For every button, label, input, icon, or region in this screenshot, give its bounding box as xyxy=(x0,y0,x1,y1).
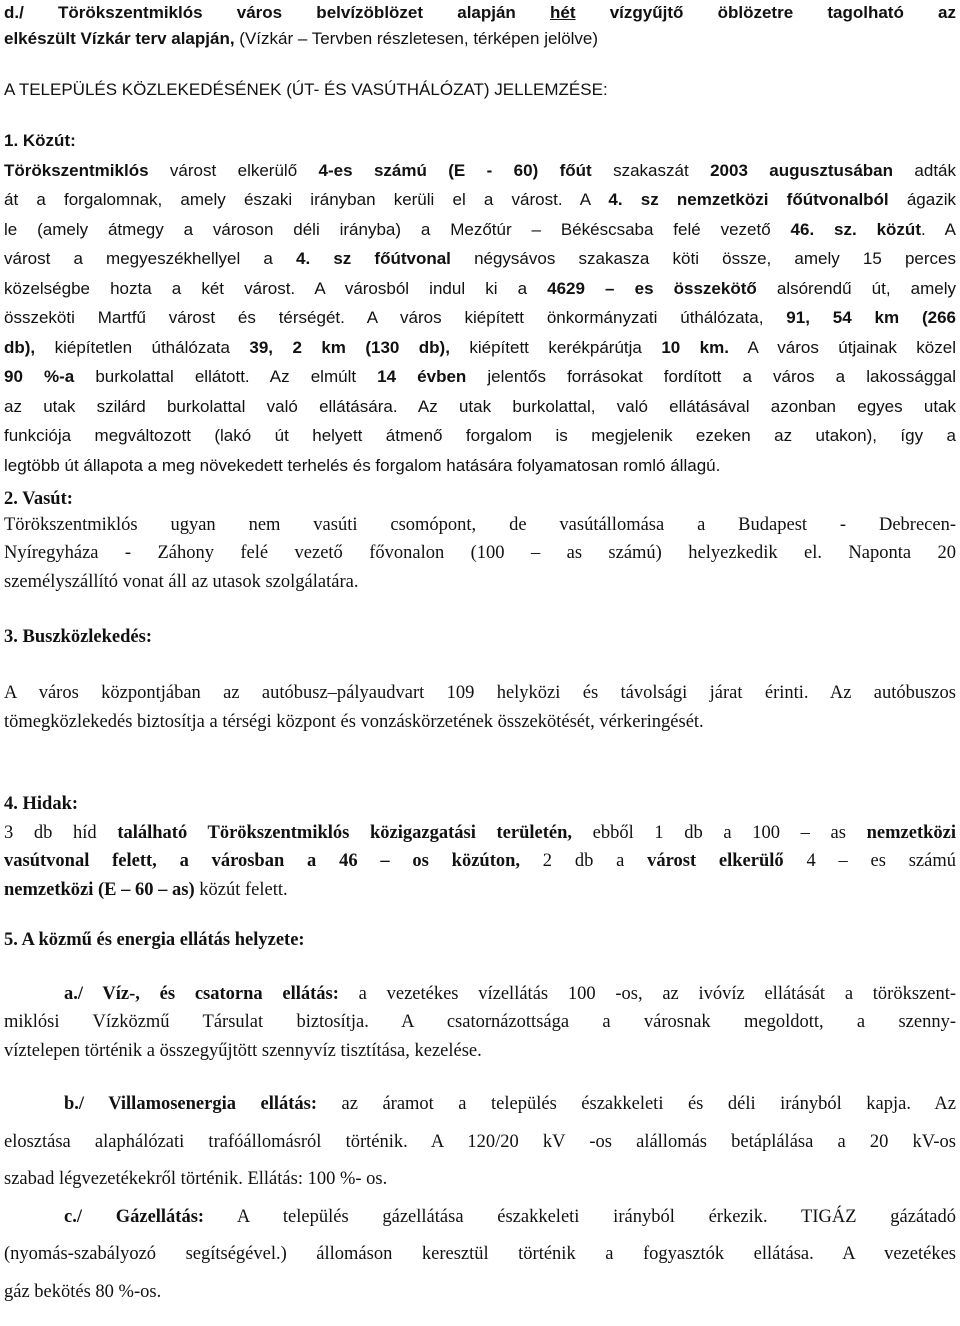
vasut-line-3: személyszállító vonat áll az utasok szolgálatára. xyxy=(4,571,359,592)
kozut-text: közelségbe hozta a két várost. A városból indul ki a xyxy=(4,278,548,298)
kozut-line-9: az utak szilárd burkolattal való ellátására. Az utak burkolattal, való ellátásával azonban egyes utak xyxy=(4,396,956,416)
kozmu-text: A település gázellátása északkeleti irányból érkezik. TIGÁZ gázátadó xyxy=(204,1206,956,1227)
kozmu-b-label: b./ Villamosenergia ellátás: xyxy=(64,1094,318,1114)
kozut-text: 14 évben xyxy=(377,367,467,386)
kozut-text: 91, 54 km (266 xyxy=(786,308,956,327)
hidak-line-2 xyxy=(4,849,956,875)
kozut-text: burkolattal ellátott. Az elmúlt xyxy=(74,367,378,386)
hidak-text: várost elkerülő xyxy=(647,851,784,871)
kozut-text: kiépített kerékpárútja xyxy=(449,337,662,357)
kozmu-text: az áramot a település északkeleti és déli irányból kapja. Az xyxy=(317,1094,957,1114)
hidak-text: vasútvonal felett, a városban a 46 – os közúton, xyxy=(4,851,521,871)
kozut-heading: 1. Közút: xyxy=(4,131,76,150)
busz-line-2: tömegközlekedés biztosítja a térségi központ és vonzáskörzetének összekötését, vérkeringését. xyxy=(4,712,704,732)
kozut-text: kiépítetlen úthálózata xyxy=(35,337,250,357)
kozmu-section xyxy=(4,928,956,1305)
kozmu-c-label: c./ Gázellátás: xyxy=(64,1206,205,1227)
kozut-text: . A xyxy=(920,219,956,239)
intro-line-2 xyxy=(4,26,956,52)
intro-paragraph xyxy=(4,0,956,51)
kozut-text: 4629 – es összekötő xyxy=(547,278,757,298)
kozut-line-8 xyxy=(4,364,956,390)
busz-line-1: A város központjában az autóbusz–pályaudvart 109 helyközi és távolsági járat érinti. Az autóbuszos xyxy=(4,682,956,703)
kozut-text: összeköti Martfű várost és térségét. A város kiépített önkormányzati úthálózata, xyxy=(4,308,787,327)
kozut-text: sz nemzetközi főútvonalból xyxy=(640,190,889,209)
kozut-text: A város útjainak közel xyxy=(728,337,956,357)
kozut-text: jelentős forrásokat fordított a város a lakossággal xyxy=(466,367,957,386)
kozut-text: várost a megyeszékhellyel a xyxy=(4,249,296,268)
kozut-text: 39, 2 km (130 db), xyxy=(249,337,450,357)
busz-section xyxy=(4,625,956,736)
busz-heading: 3. Buszközlekedés: xyxy=(4,627,152,647)
kozut-text: 10 km. xyxy=(661,337,729,357)
kozmu-c-line-3: gáz bekötés 80 %-os. xyxy=(4,1281,162,1302)
hidak-text: nemzetközi (E – 60 – as) xyxy=(4,879,195,900)
kozut-text: várost elkerülő xyxy=(148,160,319,180)
kozmu-a-line-3: víztelepen történik a összegyűjtött szennyvíz tisztítása, kezelése. xyxy=(4,1040,482,1061)
kozut-line-6 xyxy=(4,305,956,331)
kozut-line-10: funkciója megváltozott (lakó út helyett átmenő forgalom is megjelenik ezeken az utakon), így a xyxy=(4,426,956,445)
kozut-text: át a forgalomnak, amely északi irányban kerüli el a várost. A xyxy=(4,190,609,209)
intro-underlined-word: hét xyxy=(550,3,576,22)
kozmu-heading: 5. A közmű és energia ellátás helyzete: xyxy=(4,930,305,950)
hidak-text: 2 db a xyxy=(520,851,648,871)
hidak-text: 3 db híd xyxy=(4,822,118,843)
kozmu-a-label: a./ Víz-, és csatorna ellátás: xyxy=(64,983,339,1004)
kozmu-a-line-2: miklósi Vízközmű Társulat biztosítja. A csatornázottsága a városnak megoldott, a szenny- xyxy=(4,1012,956,1032)
section-title: A TELEPÜLÉS KÖZLEKEDÉSÉNEK (ÚT- ÉS VASÚTHÁLÓZAT) JELLEMZÉSE: xyxy=(4,80,608,99)
kozut-line-11: legtöbb út állapota a meg növekedett terhelés és forgalom hatására folyamatosan romló állagú. xyxy=(4,455,721,475)
vasut-heading: 2. Vasút: xyxy=(4,489,73,509)
vasut-line-2: Nyíregyháza - Záhony felé vezető fővonalon (100 – as számú) helyezkedik el. Naponta 20 xyxy=(4,543,956,563)
kozut-text: 46. sz. közút xyxy=(790,219,921,239)
kozut-text: ágazik xyxy=(888,190,956,209)
intro-line-2-bold: elkészült Vízkár terv alapján, xyxy=(4,28,235,48)
hidak-text: közút felett. xyxy=(194,879,288,900)
kozut-text: le (amely átmegy a városon déli irányba) a Mezőtúr – Békéscsaba felé vezető xyxy=(4,219,791,239)
vasut-line-1: Törökszentmiklós ugyan nem vasúti csomópont, de vasútállomása a Budapest - Debrecen- xyxy=(4,514,956,535)
kozut-text: db), xyxy=(4,337,36,357)
kozut-text: 4. sz főútvonal xyxy=(295,249,451,268)
hidak-line-3 xyxy=(4,878,956,904)
kozut-text: Törökszentmiklós xyxy=(4,160,149,180)
kozut-text: négysávos szakasza köti össze, amely 15 perces xyxy=(450,249,956,268)
hidak-heading: 4. Hidak: xyxy=(4,794,79,814)
kozut-section xyxy=(4,128,956,478)
kozmu-a-line-1 xyxy=(4,982,956,1008)
kozut-text: 90 %-a xyxy=(4,367,75,386)
kozut-text: alsórendű út, amely xyxy=(756,278,956,298)
hidak-line-1 xyxy=(4,821,956,847)
kozut-line-4 xyxy=(4,246,956,272)
kozmu-b-line-1 xyxy=(4,1092,956,1118)
kozmu-b-line-2: elosztása alaphálózati trafóállomásról történik. A 120/20 kV -os alállomás betáplálása a 20 kV-os xyxy=(4,1131,956,1152)
intro-suffix: vízgyűjtő öblözetre tagolható az xyxy=(609,3,956,22)
intro-line-1 xyxy=(4,0,956,26)
kozut-line-3 xyxy=(4,217,956,243)
kozut-line-2 xyxy=(4,187,956,213)
kozut-text: 4. xyxy=(608,190,623,209)
kozut-line-5 xyxy=(4,276,956,302)
hidak-text: nemzetközi xyxy=(866,822,956,843)
kozut-text: 4-es számú (E - 60) főút xyxy=(318,160,592,180)
intro-line-2-rest: (Vízkár – Tervben részletesen, térképen jelölve) xyxy=(239,28,599,48)
intro-prefix: d./ Törökszentmiklós város belvízöblözet alapján xyxy=(4,3,516,22)
kozmu-b-line-3: szabad légvezetékekről történik. Ellátás: 100 %- os. xyxy=(4,1169,388,1189)
kozmu-text: a vezetékes vízellátás 100 -os, az ivóvíz ellátását a törökszent- xyxy=(338,983,956,1004)
kozut-line-1 xyxy=(4,158,956,184)
kozmu-c-line-2: (nyomás-szabályozó segítségével.) állomáson keresztül történik a fogyasztók ellátása. A vezetékes xyxy=(4,1244,956,1264)
kozut-text: 2003 augusztusában xyxy=(710,160,894,180)
kozut-text: adták xyxy=(893,160,957,180)
kozut-line-7 xyxy=(4,335,956,361)
kozut-text: szakaszát xyxy=(591,160,711,180)
hidak-text: ebből 1 db a 100 – as xyxy=(572,822,867,843)
kozmu-c-line-1 xyxy=(4,1205,956,1231)
hidak-text: 4 – es számú xyxy=(783,851,956,871)
vasut-section xyxy=(4,487,956,595)
hidak-section xyxy=(4,792,956,903)
hidak-text: található Törökszentmiklós közigazgatási területén, xyxy=(117,822,572,843)
